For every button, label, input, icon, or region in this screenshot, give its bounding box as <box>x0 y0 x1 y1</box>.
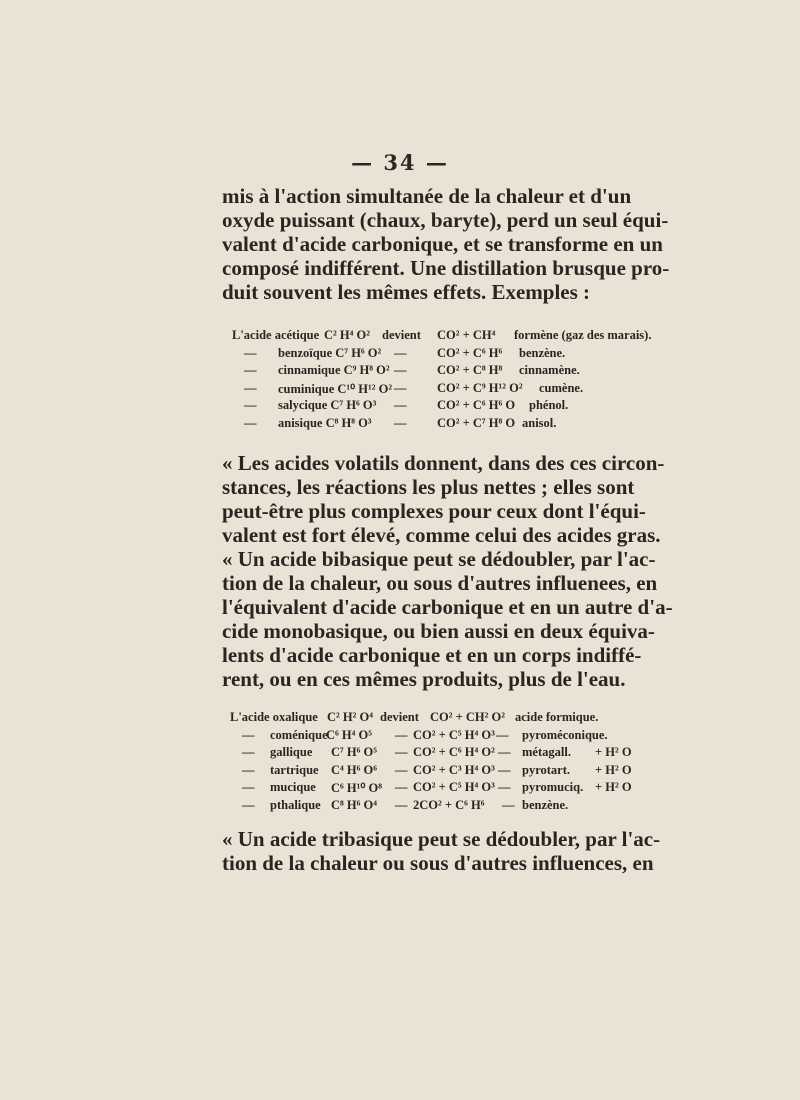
table-cell: — <box>395 797 408 812</box>
table-cell: métagall. <box>522 745 571 759</box>
table-cell: — <box>395 762 408 777</box>
text-line: tion de la chaleur, ou sous d'autres influenees, en <box>222 571 658 595</box>
table-cell: CO² + C⁶ H⁴ O² — <box>413 745 511 759</box>
table-cell: tartrique <box>270 762 319 777</box>
table-cell: L'acide acétique <box>232 328 320 342</box>
text-line: l'équivalent d'acide carbonique et en un autre d'a- <box>222 595 673 619</box>
text-line: peut-être plus complexes pour ceux dont l'équi- <box>222 499 646 523</box>
text-line: « Un acide bibasique peut se dédoubler, par l'ac- <box>222 547 656 571</box>
text-line: cide monobasique, ou bien aussi en deux équiva- <box>222 619 655 643</box>
text-line: stances, les réactions les plus nettes ; elles sont <box>222 475 635 499</box>
table-cell: benzène. <box>522 797 569 812</box>
table-cell: — <box>242 727 255 742</box>
table-cell: C² H⁴ O² <box>324 328 370 342</box>
table-cell: C⁴ H⁶ O⁶ <box>331 762 377 777</box>
table-cell: — <box>502 797 515 812</box>
text-line: tion de la chaleur ou sous d'autres influences, en <box>222 851 654 875</box>
table-cell: C⁶ H⁴ O⁵ <box>326 727 372 742</box>
table-cell: CO² + C⁵ H⁴ O³ <box>413 727 495 742</box>
table-cell: — <box>394 345 407 360</box>
table-cell: CO² + C⁵ H⁴ O³ — <box>413 780 511 794</box>
table-cell: gallique <box>270 745 313 759</box>
table-cell: — <box>496 727 509 742</box>
table-cell: CO² + C⁸ H⁸ <box>437 363 503 377</box>
table-cell: pyroméconique. <box>522 727 608 742</box>
table-cell: — <box>244 363 257 377</box>
table-cell: anisol. <box>522 415 557 430</box>
table-cell: + H² O <box>595 745 632 759</box>
paragraph-volatile-acids <box>222 451 673 691</box>
paragraph-tribasic <box>222 827 661 875</box>
paragraph-intro <box>222 184 670 304</box>
table-cell: pyrotart. <box>522 762 571 777</box>
page-number: — 34 — <box>351 150 449 175</box>
text-line: valent est fort élevé, comme celui des acides gras. <box>222 523 661 547</box>
table-cell: cinnamique C⁹ H⁸ O² <box>278 363 390 377</box>
table-cell: — <box>394 380 407 395</box>
table-cell: benzoïque C⁷ H⁶ O² <box>278 345 382 360</box>
table-cell: CO² + C⁷ H⁸ O <box>437 415 516 430</box>
text-line: rent, ou en ces mêmes produits, plus de l'eau. <box>222 667 626 691</box>
table-cell: CO² + CH² O² <box>430 710 505 724</box>
table-cell: coménique <box>270 727 328 742</box>
table-cell: — <box>394 415 407 430</box>
text-line: mis à l'action simultanée de la chaleur et d'un <box>222 184 632 208</box>
text-line: oxyde puissant (chaux, baryte), perd un seul équi- <box>222 208 669 232</box>
table-cell: — <box>244 380 257 395</box>
table-cell: C⁸ H⁶ O⁴ <box>331 797 377 812</box>
table-cell: L'acide oxalique <box>230 710 318 724</box>
table-cell: — <box>244 415 257 430</box>
table-cell: pyromuciq. <box>522 780 584 794</box>
table-cell: — <box>244 345 257 360</box>
table-cell: — <box>244 398 257 412</box>
text-line: valent d'acide carbonique, et se transforme en un <box>222 232 663 256</box>
table-cell: devient <box>382 328 421 342</box>
table-cell: CO² + C³ H⁴ O³ — <box>413 762 511 777</box>
table-cell: formène (gaz des marais). <box>514 328 652 342</box>
table-cell: benzène. <box>519 345 566 360</box>
table-cell: phénol. <box>529 398 569 412</box>
table-cell: — <box>395 727 408 742</box>
text-line: « Un acide tribasique peut se dédoubler, par l'ac- <box>222 827 661 851</box>
table-cell: — <box>394 398 407 412</box>
table-cell: cuminique C¹⁰ H¹² O² <box>278 381 393 396</box>
table-cell: — <box>394 363 407 377</box>
table-cell: + H² O <box>595 762 632 777</box>
table-cell: devient <box>380 710 419 724</box>
text-line: lents d'acide carbonique et en un corps indiffé- <box>222 643 642 667</box>
table-cell: CO² + CH⁴ <box>437 328 496 342</box>
table-cell: — <box>395 780 408 794</box>
table-cell: cumène. <box>539 380 584 395</box>
table-cell: C⁶ H¹⁰ O⁸ <box>331 781 382 795</box>
table-cell: — <box>242 762 255 777</box>
table-cell: acide formique. <box>515 710 599 724</box>
table-cell: 2CO² + C⁶ H⁶ <box>413 797 485 812</box>
table-cell: cinnamène. <box>519 363 580 377</box>
table-cell: pthalique <box>270 797 321 812</box>
table-cell: CO² + C⁹ H¹² O² <box>437 380 523 395</box>
table-cell: C² H² O⁴ <box>327 710 373 724</box>
table-cell: C⁷ H⁶ O⁵ <box>331 745 377 759</box>
text-line: duit souvent les mêmes effets. Exemples : <box>222 280 591 304</box>
table-cell: — <box>242 745 255 759</box>
table-cell: — <box>242 780 255 794</box>
text-line: composé indifférent. Une distillation brusque pro- <box>222 256 670 280</box>
table-cell: — <box>395 745 408 759</box>
table-cell: CO² + C⁶ H⁶ <box>437 345 503 360</box>
text-line: « Les acides volatils donnent, dans des ces circon- <box>222 451 665 475</box>
table-cell: — <box>242 797 255 812</box>
table-cell: + H² O <box>595 780 632 794</box>
table-cell: salycique C⁷ H⁶ O³ <box>278 398 377 412</box>
table-cell: anisique C⁸ H⁸ O³ <box>278 415 372 430</box>
table-cell: CO² + C⁶ H⁶ O <box>437 398 516 412</box>
table-cell: mucique <box>270 780 316 794</box>
